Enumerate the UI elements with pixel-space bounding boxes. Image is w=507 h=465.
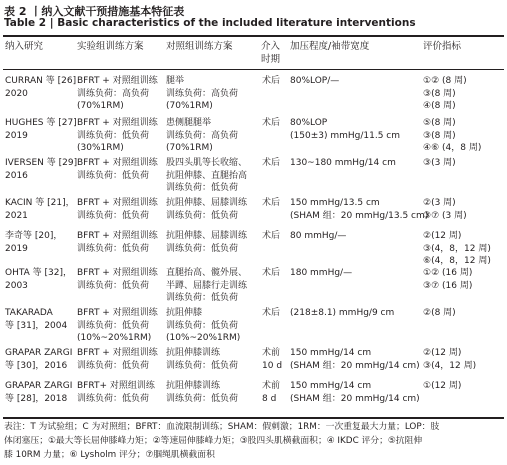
cell-control: 训练负荷：低负荷 <box>166 210 239 221</box>
cell-control: 训练负荷：低负荷 <box>166 183 239 193</box>
header-outcome-measures: 评价指标 <box>423 41 462 52</box>
cell-study: HUGHES 等 [27] <box>5 118 77 128</box>
cell-outcome: ③⑦ (3 周) <box>423 210 467 221</box>
table-top-rule <box>3 35 504 37</box>
cell-study: OHTA 等 [32]， <box>5 268 73 278</box>
cell-control: 直腿抬高、髋外展、 <box>166 268 248 278</box>
header-control-protocol: 对照组训练方案 <box>166 41 233 52</box>
cell-outcome: ①(12 周) <box>423 381 462 391</box>
cell-study: 等 [30]，2016 <box>5 360 68 371</box>
cell-control: 股四头肌等长收缩、 <box>166 158 248 168</box>
cell-outcome: ③(8 周) <box>423 130 456 141</box>
cell-outcome: ②(8 周) <box>423 308 456 318</box>
table-caption-en: Table 2 | Basic characteristics of the included literature interventions <box>4 17 416 29</box>
cell-pressure: 150 mmHg/14 cm <box>290 381 372 391</box>
cell-control: 训练负荷：低负荷 <box>166 360 239 371</box>
cell-study: 2016 <box>5 170 28 181</box>
cell-control: 训练负荷：高负荷 <box>166 88 239 99</box>
cell-time: 10 d <box>262 360 283 371</box>
cell-experimental: (10%~20%1RM) <box>77 333 152 343</box>
cell-outcome: ④⑥ (4，8 周) <box>423 143 482 153</box>
cell-experimental: 训练负荷：低负荷 <box>77 360 150 371</box>
cell-study: CURRAN 等 [26] <box>5 76 77 86</box>
cell-control: 患侧腿腿举 <box>166 118 212 128</box>
cell-control: 抗阻伸膝、屈膝训练 <box>166 198 248 208</box>
cell-pressure: 80 mmHg/— <box>290 231 347 241</box>
cell-study: 李奇等 [20]， <box>5 231 63 241</box>
cell-outcome: ①② (8 周) <box>423 76 467 86</box>
cell-outcome: ①② (16 周) <box>423 268 473 278</box>
cell-experimental: (70%1RM) <box>77 101 124 111</box>
cell-pressure: 150 mmHg/14 cm <box>290 348 372 358</box>
cell-time: 术后 <box>262 198 281 208</box>
cell-control: (70%1RM) <box>166 101 213 111</box>
header-pressure-cuff-width: 加压程度/袖带宽度 <box>290 41 370 52</box>
cell-experimental: BFRT + 对照组训练 <box>77 308 158 318</box>
cell-control: 训练负荷：高负荷 <box>166 130 239 141</box>
cell-study: 2019 <box>5 243 28 254</box>
cell-outcome: ⑤(8 周) <box>423 118 456 128</box>
cell-experimental: 训练负荷：低负荷 <box>77 130 150 141</box>
cell-time: 术后 <box>262 76 281 86</box>
cell-study: 等 [31]，2004 <box>5 320 68 331</box>
cell-outcome: ②(3 周) <box>423 198 456 208</box>
header-experimental-protocol: 实验组训练方案 <box>77 41 144 52</box>
cell-time: 术前 <box>262 348 281 358</box>
cell-time: 术后 <box>262 268 281 278</box>
cell-experimental: 训练负荷：低负荷 <box>77 210 150 221</box>
cell-time: 术后 <box>262 231 281 241</box>
cell-control: 腿举 <box>166 76 185 86</box>
cell-experimental: 训练负荷：低负荷 <box>77 170 150 181</box>
cell-time: 术前 <box>262 381 281 391</box>
cell-study: GRAPAR ZARGI <box>5 348 73 358</box>
cell-time: 术后 <box>262 158 281 168</box>
footnote-line: 体闭塞压；①最大等长屈伸膝峰力矩；②等速屈伸膝峰力矩；③股四头肌横截面积；④ IKDC 评分；⑤抗阻伸 <box>4 436 423 446</box>
cell-experimental: BFRT + 对照组训练 <box>77 198 158 208</box>
cell-outcome: ③⑦ (16 周) <box>423 280 473 291</box>
cell-control: 抗阻伸膝训练 <box>166 381 221 391</box>
cell-control: 训练负荷：低负荷 <box>166 293 239 303</box>
cell-pressure: (218±8.1) mmHg/9 cm <box>290 308 395 318</box>
cell-outcome: ③(4，8，12 周) <box>423 243 491 254</box>
cell-time: 术后 <box>262 308 281 318</box>
table-bottom-rule <box>3 417 504 419</box>
cell-experimental: BFRT+ 对照组训练 <box>77 381 155 391</box>
cell-study: 2021 <box>5 210 28 221</box>
cell-pressure: (150±3) mmHg/11.5 cm <box>290 130 400 141</box>
cell-pressure: (SHAM 组：20 mmHg/14 cm) <box>290 393 420 404</box>
footnote-line: 膝 10RM 力量；⑥ Lysholm 评分；⑦腘绳肌横截面积 <box>4 450 215 460</box>
cell-study: 2020 <box>5 88 28 99</box>
cell-outcome: ②(12 周) <box>423 231 462 241</box>
cell-experimental: BFRT + 对照组训练 <box>77 76 158 86</box>
cell-experimental: 训练负荷：低负荷 <box>77 320 150 331</box>
cell-time: 术后 <box>262 118 281 128</box>
cell-experimental: 训练负荷：低负荷 <box>77 393 150 404</box>
cell-pressure: (SHAM 组：20 mmHg/14 cm) <box>290 360 420 371</box>
cell-control: (70%1RM) <box>166 143 213 153</box>
cell-control: (10%~20%1RM) <box>166 333 241 343</box>
cell-study: 等 [28]，2018 <box>5 393 68 404</box>
header-study: 纳入研究 <box>5 41 44 52</box>
cell-pressure: 80%LOP/— <box>290 76 340 86</box>
cell-pressure: 130~180 mmHg/14 cm <box>290 158 396 168</box>
cell-experimental: BFRT + 对照组训练 <box>77 158 158 168</box>
cell-outcome: ⑥(4，8，12 周) <box>423 256 491 266</box>
cell-study: IVERSEN 等 [29] <box>5 158 78 168</box>
cell-outcome: ④(8 周) <box>423 101 456 111</box>
cell-outcome: ②(12 周) <box>423 348 462 358</box>
cell-experimental: 训练负荷：高负荷 <box>77 88 150 99</box>
cell-control: 抗阻伸膝训练 <box>166 348 221 358</box>
cell-experimental: BFRT + 对照组训练 <box>77 118 158 128</box>
cell-control: 抗阻伸膝、屈膝训练 <box>166 231 248 241</box>
cell-control: 抗阻伸膝、直腿抬高 <box>166 170 248 181</box>
footnote-line: 表注：T 为试验组；C 为对照组；BFRT：血流限制训练；SHAM：假刺激；1RM：一次重复最大力量；LOP：肢 <box>4 422 440 432</box>
header-intervention-time-line2: 时期 <box>261 54 281 65</box>
cell-control: 半蹲、屈膝行走训练 <box>166 280 248 291</box>
cell-outcome: ③(3 周) <box>423 158 456 168</box>
cell-control: 训练负荷：低负荷 <box>166 393 239 404</box>
cell-study: 2003 <box>5 280 28 291</box>
cell-pressure: 180 mmHg/— <box>290 268 353 278</box>
header-intervention-time: 介入 <box>261 41 281 52</box>
table-header-rule <box>3 69 504 70</box>
table-caption-cn: 表 2 丨纳入文献干预措施基本特征表 <box>4 5 185 18</box>
cell-control: 训练负荷：低负荷 <box>166 243 239 254</box>
cell-experimental: BFRT + 对照组训练 <box>77 231 158 241</box>
cell-outcome: ③(4，12 周) <box>423 360 477 371</box>
cell-study: KACIN 等 [21]， <box>5 198 75 208</box>
cell-study: GRAPAR ZARGI <box>5 381 73 391</box>
cell-control: 抗阻伸膝 <box>166 308 203 318</box>
cell-experimental: 训练负荷：低负荷 <box>77 280 150 291</box>
cell-experimental: 训练负荷：低负荷 <box>77 243 150 254</box>
cell-time: 8 d <box>262 393 277 404</box>
cell-pressure: (SHAM 组：20 mmHg/13.5 cm) <box>290 210 429 221</box>
cell-control: 训练负荷：低负荷 <box>166 320 239 331</box>
cell-experimental: BFRT + 对照组训练 <box>77 268 158 278</box>
cell-experimental: (30%1RM) <box>77 143 124 153</box>
cell-study: TAKARADA <box>5 308 53 318</box>
cell-pressure: 80%LOP <box>290 118 328 128</box>
cell-experimental: BFRT + 对照组训练 <box>77 348 158 358</box>
cell-pressure: 150 mmHg/13.5 cm <box>290 198 380 208</box>
cell-study: 2019 <box>5 130 28 141</box>
cell-outcome: ③(8 周) <box>423 88 456 99</box>
